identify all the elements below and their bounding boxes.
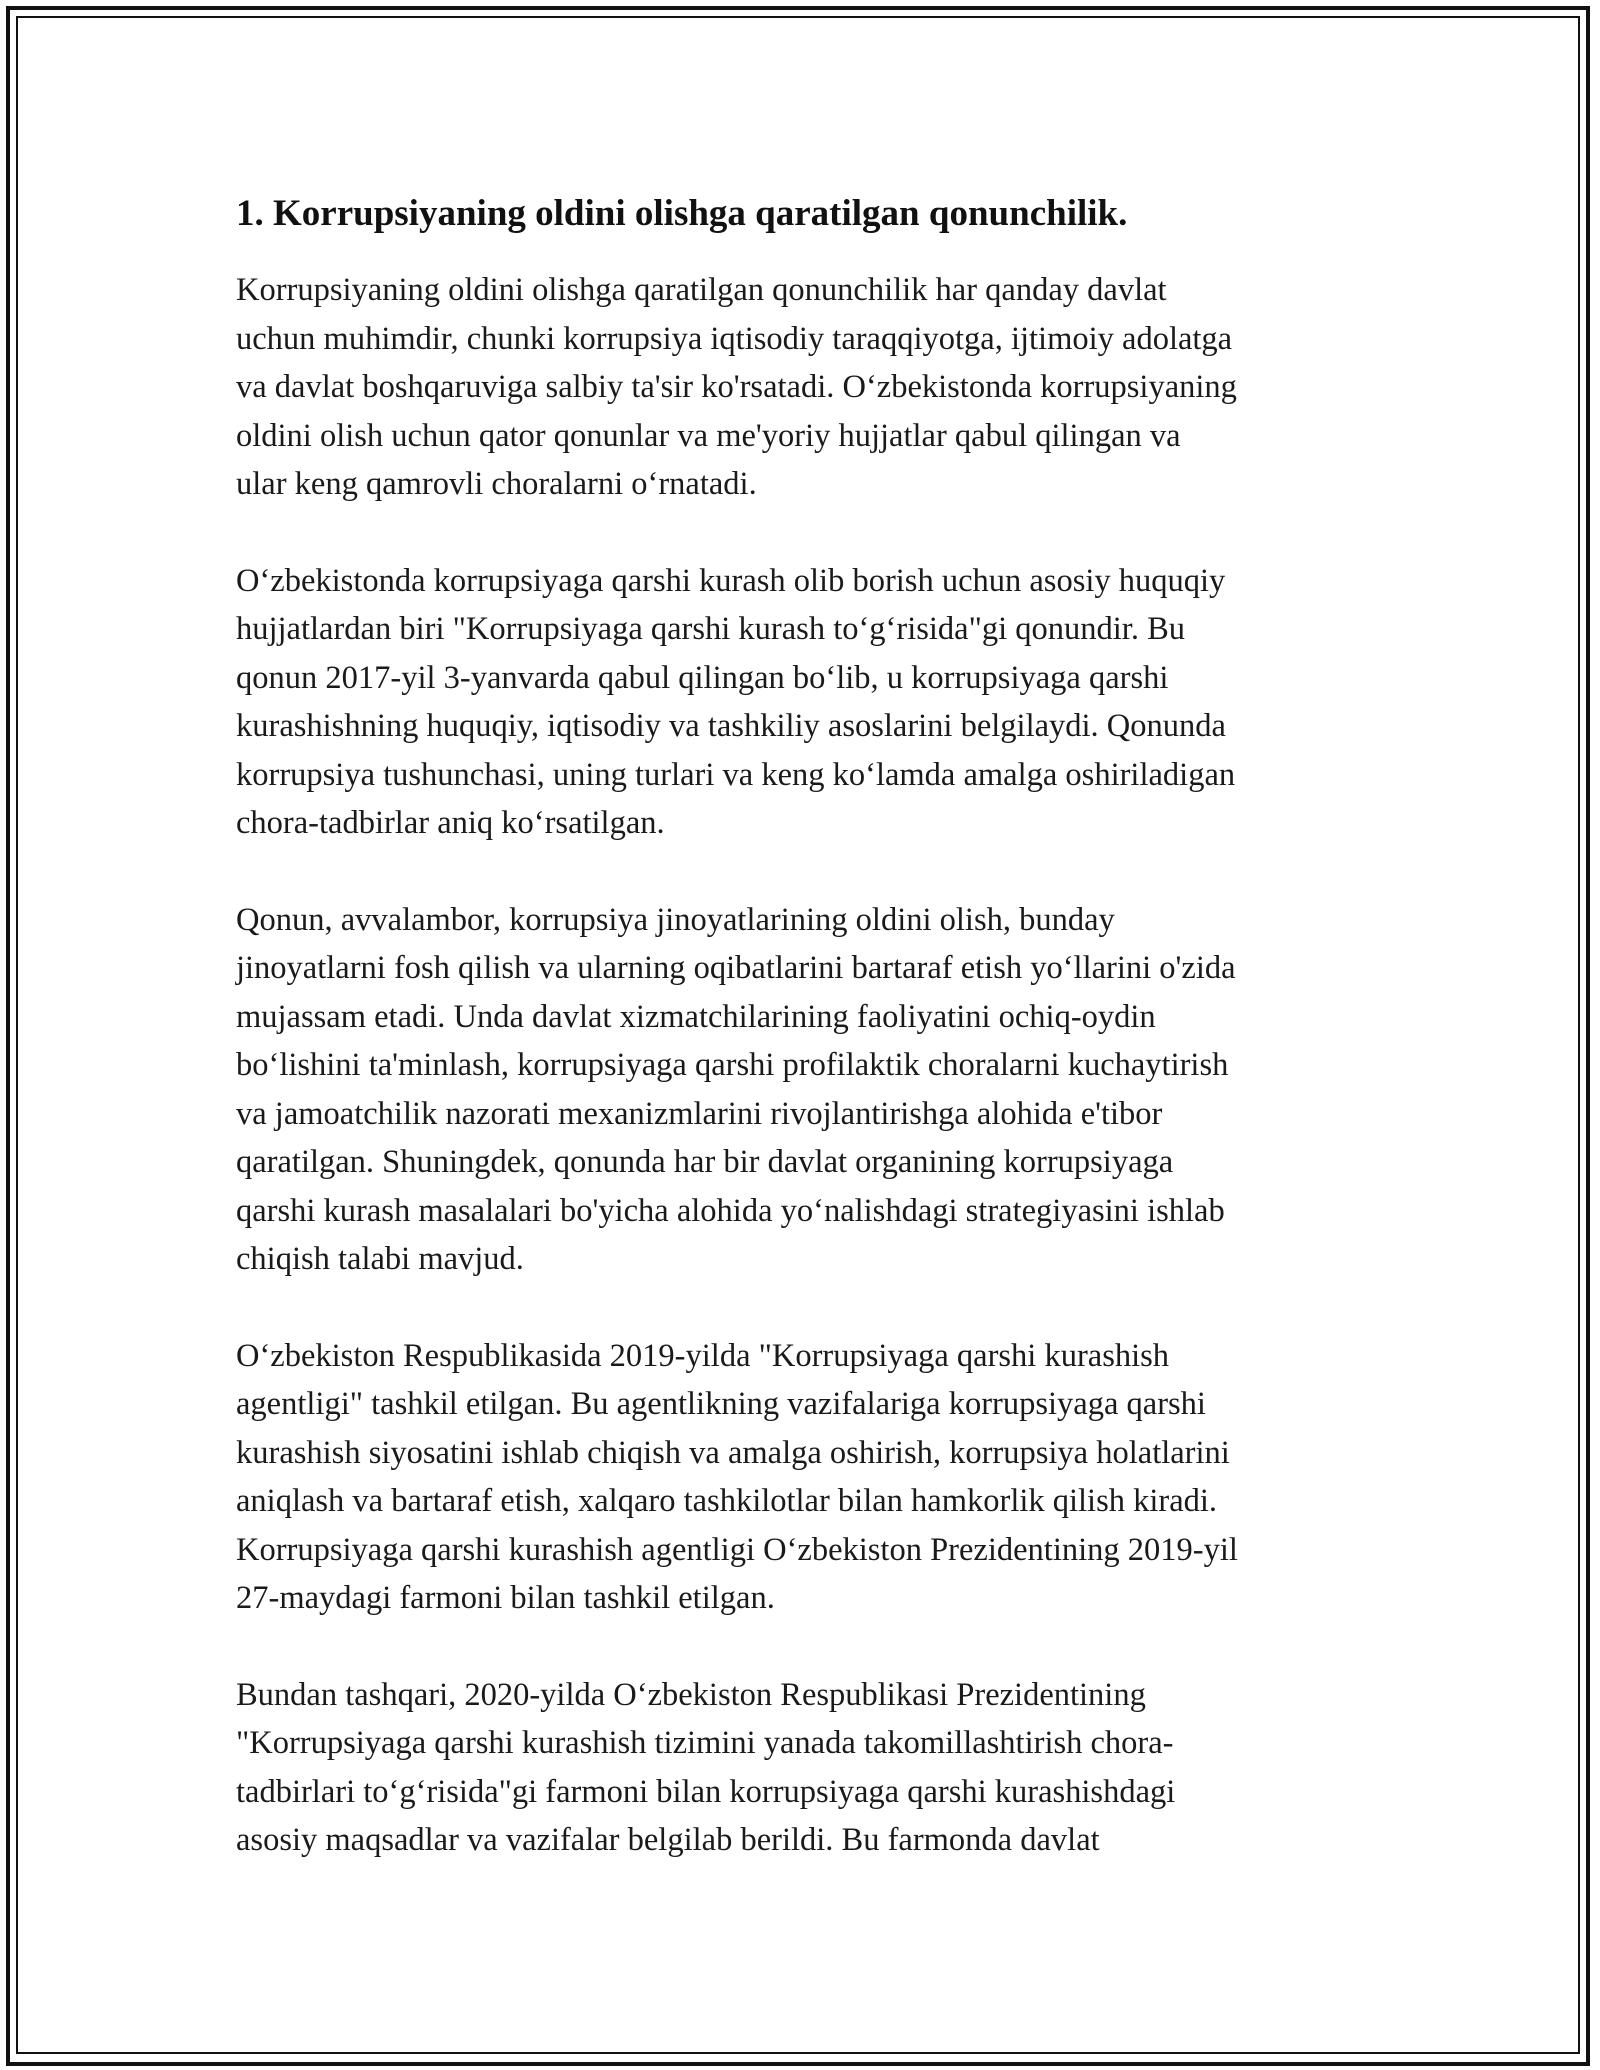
paragraph-line: oldini olish uchun qator qonunlar va me'yoriy hujjatlar qabul qilingan va	[236, 417, 1181, 454]
paragraph-line: Bundan tashqari, 2020-yilda O‘zbekiston Respublikasi Prezidentining	[236, 1676, 1146, 1713]
paragraph-3	[236, 896, 1376, 1284]
paragraph-line: hujjatlardan biri "Korrupsiyaga qarshi kurash to‘g‘risida"gi qonundir. Bu	[236, 611, 1185, 647]
paragraph-line: uchun muhimdir, chunki korrupsiya iqtisodiy taraqqiyotga, ijtimoiy adolatga	[236, 320, 1233, 357]
paragraph-line: aniqlash va bartaraf etish, xalqaro tashkilotlar bilan hamkorlik qilish kiradi.	[236, 1483, 1218, 1519]
paragraph-line: tadbirlari to‘g‘risida"gi farmoni bilan korrupsiyaga qarshi kurashishdagi	[236, 1773, 1176, 1810]
paragraph-line: 27-maydagi farmoni bilan tashkil etilgan.	[236, 1580, 775, 1616]
paragraph-line: asosiy maqsadlar va vazifalar belgilab berildi. Bu farmonda davlat	[236, 1822, 1100, 1858]
paragraph-line: chiqish talabi mavjud.	[236, 1241, 524, 1277]
paragraph-line: Qonun, avvalambor, korrupsiya jinoyatlarining oldini olish, bunday	[236, 901, 1115, 938]
document-body	[236, 188, 1376, 1913]
paragraph-line: O‘zbekiston Respublikasida 2019-yilda "Korrupsiyaga qarshi kurashish	[236, 1337, 1170, 1374]
paragraph-4	[236, 1332, 1376, 1623]
paragraph-line: korrupsiya tushunchasi, uning turlari va keng ko‘lamda amalga oshiriladigan	[236, 756, 1236, 793]
paragraph-line: kurashish siyosatini ishlab chiqish va amalga oshirish, korrupsiya holatlarini	[236, 1434, 1230, 1471]
paragraph-line: kurashishning huquqiy, iqtisodiy va tashkiliy asoslarini belgilaydi. Qonunda	[236, 708, 1226, 744]
paragraph-line: "Korrupsiyaga qarshi kurashish tizimini yanada takomillashtirish chora-	[236, 1725, 1174, 1761]
paragraph-line: qaratilgan. Shuningdek, qonunda har bir davlat organining korrupsiyaga	[236, 1144, 1174, 1180]
paragraph-line: agentligi" tashkil etilgan. Bu agentlikning vazifalariga korrupsiyaga qarshi	[236, 1386, 1206, 1422]
paragraph-line: jinoyatlarni fosh qilish va ularning oqibatlarini bartaraf etish yo‘llarini o'zida	[236, 950, 1236, 986]
paragraph-line: O‘zbekistonda korrupsiyaga qarshi kurash olib borish uchun asosiy huquqiy	[236, 562, 1226, 599]
paragraph-line: mujassam etadi. Unda davlat xizmatchilarining faoliyatini ochiq-oydin	[236, 998, 1156, 1035]
paragraph-line: ular keng qamrovli choralarni o‘rnatadi.	[236, 466, 757, 502]
paragraph-1	[236, 266, 1376, 509]
paragraph-line: qarshi kurash masalalari bo'yicha alohida yo‘nalishdagi strategiyasini ishlab	[236, 1192, 1225, 1229]
paragraph-line: bo‘lishini ta'minlash, korrupsiyaga qarshi profilaktik choralarni kuchaytirish	[236, 1047, 1229, 1083]
paragraph-line: qonun 2017-yil 3-yanvarda qabul qilingan bo‘lib, u korrupsiyaga qarshi	[236, 659, 1169, 696]
paragraph-line: Korrupsiyaning oldini olishga qaratilgan qonunchilik har qanday davlat	[236, 272, 1167, 308]
paragraph-line: chora-tadbirlar aniq ko‘rsatilgan.	[236, 805, 665, 841]
paragraph-line: Korrupsiyaga qarshi kurashish agentligi O‘zbekiston Prezidentining 2019-yil	[236, 1531, 1238, 1568]
paragraph-line: va davlat boshqaruviga salbiy ta'sir ko'rsatadi. O‘zbekistonda korrupsiyaning	[236, 369, 1237, 405]
paragraph-2	[236, 557, 1376, 848]
paragraph-line: va jamoatchilik nazorati mexanizmlarini rivojlantirishga alohida e'tibor	[236, 1095, 1163, 1132]
section-title: 1. Korrupsiyaning oldini olishga qaratilgan qonunchilik.	[236, 193, 1128, 234]
paragraph-5	[236, 1671, 1376, 1865]
